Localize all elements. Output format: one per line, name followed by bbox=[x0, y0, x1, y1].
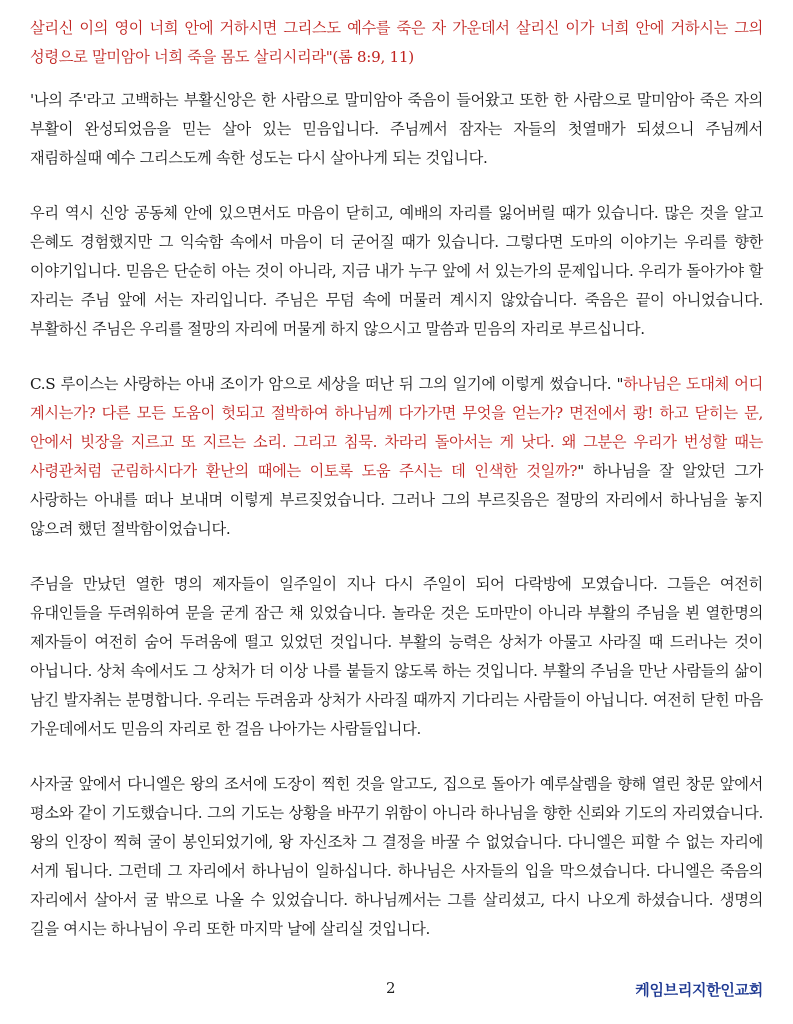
church-name: 케임브리지한인교회 bbox=[635, 981, 763, 999]
paragraph-disciples: 주님을 만났던 열한 명의 제자들이 일주일이 지나 다시 주일이 되어 다락방에 모였습니다. 그들은 여전히 유대인들을 두려워하여 문을 굳게 잠근 채 있었습니다. 놀라운 것은 도마만이 아니라 부활의 주님을 뵌 열한명의 제자들이 여전히 숨어 두려움에 떨고 있었던 것입니다. 부활의 능력은 상처가 아물고 사라질 때 드러나는 것이 아닙니다. 상처 속에서도 그 상처가 더 이상 나를 붙들지 않도록 하는 것입니다. 부활의 주님을 만난 사람들의 삶이 남긴 발자취는 분명합니다. 우리는 두려움과 상처가 사라질 때까지 기다리는 사람들이 아닙니다. 여전히 닫힌 마음 가운데에서도 믿음의 자리로 한 걸음 나아가는 사람들입니다. bbox=[30, 575, 763, 738]
paragraph-daniel: 사자굴 앞에서 다니엘은 왕의 조서에 도장이 찍힌 것을 알고도, 집으로 돌아가 예루살렘을 향해 열린 창문 앞에서 평소와 같이 기도했습니다. 그의 기도는 상황을 바꾸기 위함이 아니라 하나님을 향한 신뢰와 기도의 자리였습니다. 왕의 인장이 찍혀 굴이 봉인되었기에, 왕 자신조차 그 결정을 바꿀 수 없었습니다. 다니엘은 피할 수 없는 자리에 서게 됩니다. 그런데 그 자리에서 하나님이 일하십니다. 하나님은 사자들의 입을 막으셨습니다. 다니엘은 죽음의 자리에서 살아서 굴 밖으로 나올 수 있었습니다. 하나님께서는 그를 살리셨고, 다시 나오게 하셨습니다. 생명의 길을 여시는 하나님이 우리 또한 마지막 날에 살리실 것입니다. bbox=[30, 775, 763, 938]
cs-lewis-quote: 하나님은 도대체 어디 계시는가? 다른 모든 도움이 헛되고 절박하여 하나님께 다가가면 무엇을 얻는가? 면전에서 쾅! 하고 닫히는 문, 안에서 빗장을 지르고 또 지르는 소리. 그리고 침묵. 차라리 돌아서는 게 낫다. 왜 그분은 우리가 번성할 때는 사령관처럼 군림하시다가 환난의 때에는 이토록 도움 주시는 데 인색한 것일까? bbox=[30, 375, 763, 480]
paragraph-thomas-story: 우리 역시 신앙 공동체 안에 있으면서도 마음이 닫히고, 예배의 자리를 잃어버릴 때가 있습니다. 많은 것을 알고 은혜도 경험했지만 그 익숙함 속에서 마음이 더 굳어질 때가 있습니다. 그렇다면 도마의 이야기는 우리를 향한 이야기입니다. 믿음은 단순히 아는 것이 아니라, 지금 내가 누구 앞에 서 있는가의 문제입니다. 우리가 돌아가야 할 자리는 주님 앞에 서는 자리입니다. 주님은 무덤 속에 머물러 계시지 않았습니다. 죽음은 끝이 아니었습니다. 부활하신 주님은 우리를 절망의 자리에 머물게 하지 않으시고 말씀과 믿음의 자리로 부르십니다. bbox=[30, 204, 763, 338]
cs-lewis-intro: C.S 루이스는 사랑하는 아내 조이가 암으로 세상을 떠난 뒤 그의 일기에 이렇게 썼습니다. " bbox=[30, 375, 624, 393]
page-number: 2 bbox=[386, 979, 396, 997]
document-body bbox=[30, 14, 763, 970]
cs-lewis-rest: " 하나님을 잘 알았던 그가 사랑하는 아내를 떠나 보내며 이렇게 부르짖었습니다. 그러나 그의 부르짖음은 절망의 자리에서 하나님을 놓지 않으려 했던 절박함이었습니다. bbox=[30, 462, 763, 538]
scripture-quote-paragraph: 살리신 이의 영이 너희 안에 거하시면 그리스도 예수를 죽은 자 가운데서 살리신 이가 너희 안에 거하시는 그의 성령으로 말미암아 너희 죽을 몸도 살리시리라"(롬 8:9, 11) bbox=[30, 19, 763, 66]
paragraph-resurrection-faith: '나의 주'라고 고백하는 부활신앙은 한 사람으로 말미암아 죽음이 들어왔고 또한 한 사람으로 말미암아 죽은 자의 부활이 완성되었음을 믿는 살아 있는 믿음입니다. 주님께서 잠자는 자들의 첫열매가 되셨으니 주님께서 재림하실때 예수 그리스도께 속한 성도는 다시 살아나게 되는 것입니다. bbox=[30, 91, 763, 167]
paragraph-cs-lewis bbox=[30, 370, 763, 544]
